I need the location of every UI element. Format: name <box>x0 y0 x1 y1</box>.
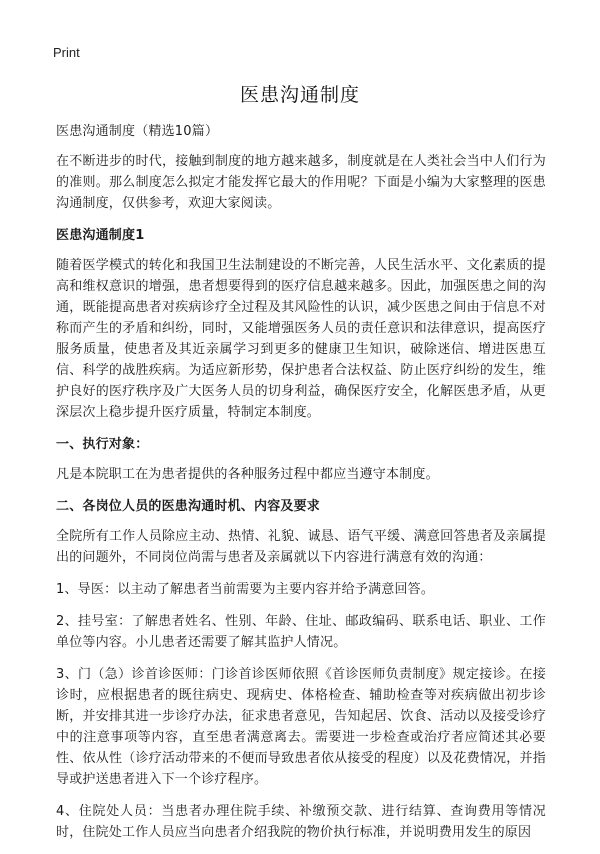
print-label[interactable]: Print <box>53 45 80 60</box>
list-item-registration: 2、挂号室：了解患者姓名、性别、年龄、住址、邮政编码、联系电话、职业、工作单位等内容。小儿患者还需要了解其监护人情况。 <box>56 614 546 650</box>
list-item-admission: 4、住院处人员：当患者办理住院手续、补缴预交款、进行结算、查询费用等情况时，住院处工作人员应当向患者介绍我院的物价执行标准，并说明费用发生的原因 <box>56 804 546 840</box>
document-subtitle: 医患沟通制度（精选10篇） <box>56 124 219 139</box>
intro-paragraph: 在不断进步的时代，接触到制度的地方越来越多，制度就是在人类社会当中人们行为的准则。那么制度怎么拟定才能发挥它最大的作用呢？下面是小编为大家整理的医患沟通制度，仅供参考，欢迎大家阅读。 <box>56 154 546 211</box>
page-title: 医患沟通制度 <box>239 84 360 106</box>
paragraph-communication-requirements: 全院所有工作人员除应主动、热情、礼貌、诚恳、语气平缓、满意回答患者及亲属提出的问题外，不同岗位尚需与患者及亲属就以下内容进行满意有效的沟通： <box>56 529 546 565</box>
section-paragraph: 随着医学模式的转化和我国卫生法制建设的不断完善，人民生活水平、文化素质的提高和维权意识的增强，患者想要得到的医疗信息越来越多。因此，加强医患之间的沟通，既能提高患者对疾病诊疗全过程及其风险性的认识，减少医患之间由于信息不对称而产生的矛盾和纠纷，同时，又能增强医务人员的责任意识和法律意识，提高医疗服务质量，使患者及其近亲属学习到更多的健康卫生知识，破除迷信、增进医患互信、科学的战胜疾病。为适应新形势，保护患者合法权益、防止医疗纠纷的发生，维护良好的医疗秩序及广大医务人员的切身利益，确保医疗安全，化解医患矛盾，从更深层次上稳步提升医疗质量，特制定本制度。 <box>56 258 546 420</box>
heading-execution-target: 一、执行对象： <box>56 437 149 452</box>
list-item-guide: 1、导医：以主动了解患者当前需要为主要内容并给予满意回答。 <box>56 582 435 597</box>
list-item-first-doctor: 3、门（急）诊首诊医师：门诊首诊医师依照《首诊医师负责制度》规定接诊。在接诊时，应根据患者的既往病史、现病史、体格检查、辅助检查等对疾病做出初步诊断，并安排其进一步诊疗办法，征求患者意见，告知起居、饮食、活动以及接受诊疗中的注意事项等内容，直至患者满意离去。需要进一步检查或治疗者应简述其必要性、依从性（诊疗活动带来的不便而导致患者依从接受的程度）以及花费情况，并指导或护送患者进入下一个诊疗程序。 <box>56 667 546 787</box>
paragraph-execution-target: 凡是本院职工在为患者提供的各种服务过程中都应当遵守本制度。 <box>56 467 439 482</box>
document-body <box>56 121 546 854</box>
heading-communication-requirements: 二、各岗位人员的医患沟通时机、内容及要求 <box>56 499 321 514</box>
section-heading: 医患沟通制度1 <box>56 228 145 243</box>
